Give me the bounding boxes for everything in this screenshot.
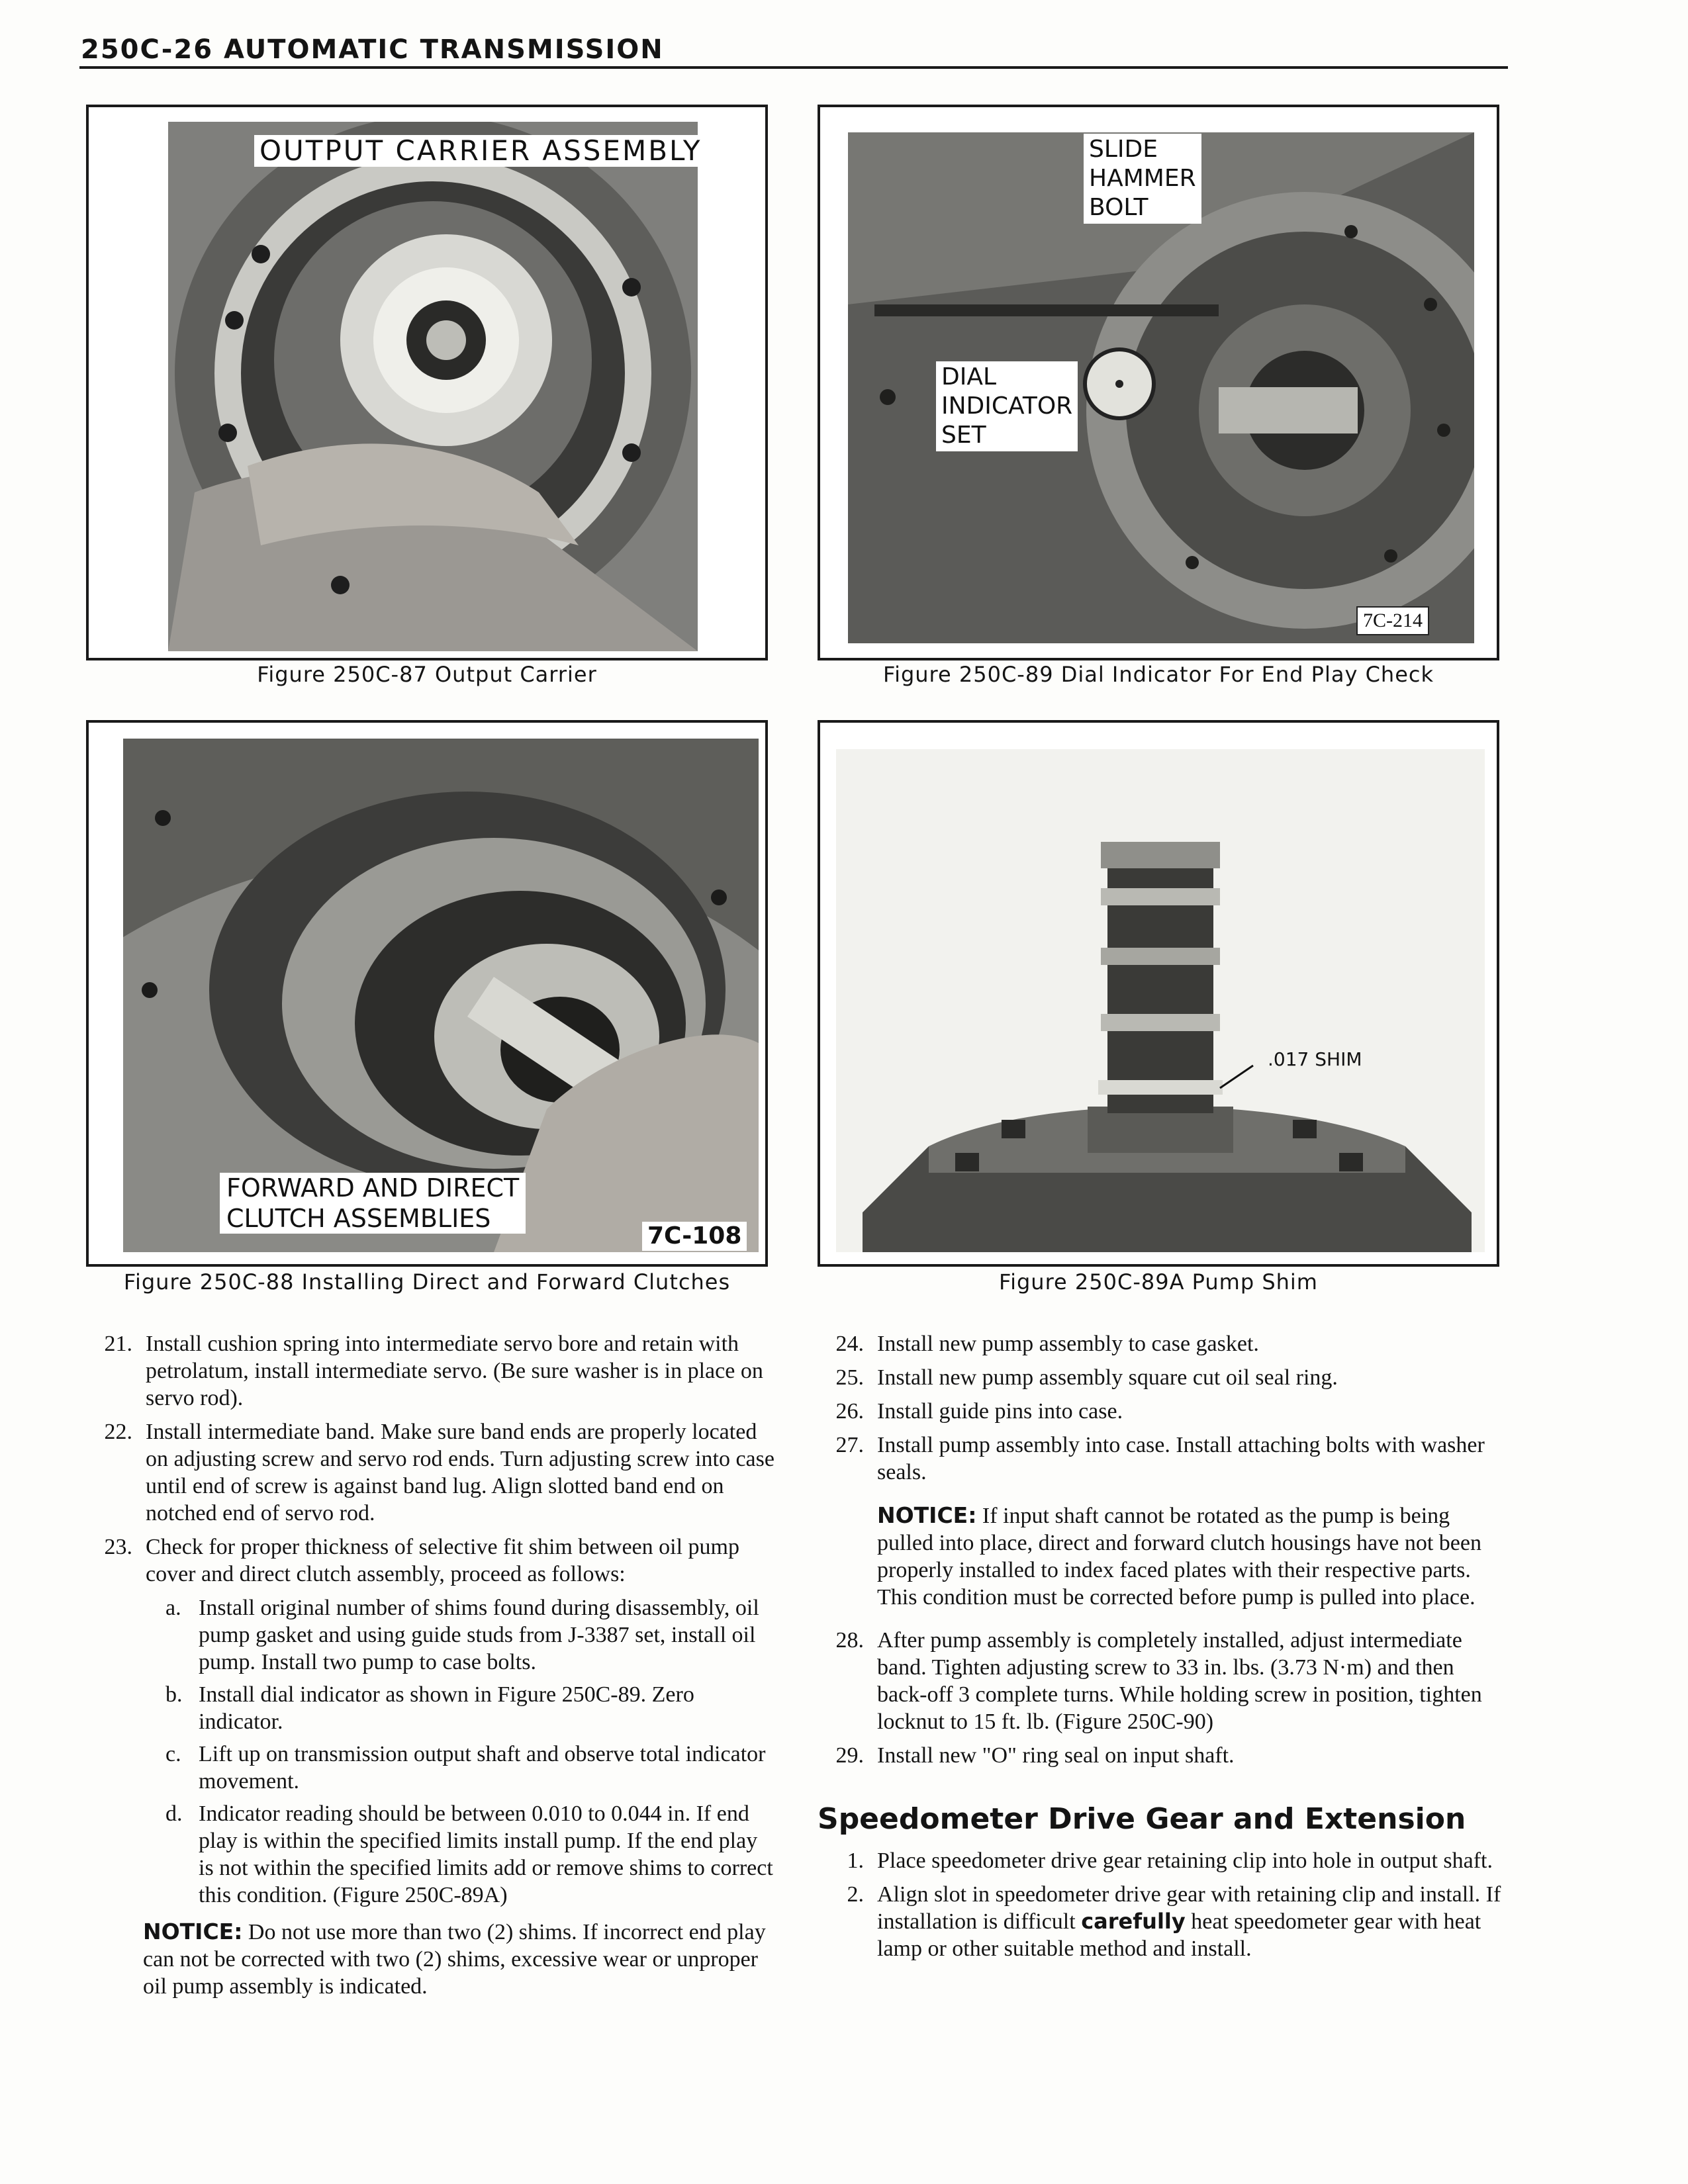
substep-letter: a. xyxy=(165,1596,181,1620)
output-carrier-callout: OUTPUT CARRIER ASSEMBLY xyxy=(254,135,708,167)
step-24 xyxy=(818,1330,1506,1357)
step-text: Install new "O" ring seal on input shaft. xyxy=(877,1743,1235,1768)
step-23 xyxy=(86,1533,774,1588)
substep-d xyxy=(86,1800,774,1909)
page-header xyxy=(79,33,1508,69)
notice-text: If input shaft cannot be rotated as the pump is being pulled into place, direct and forward clutch housings have not been properly installed to index faced plates with their respective parts. This condition must be corrected before pump is pulled into place. xyxy=(877,1504,1481,1610)
step-number: 23. xyxy=(104,1535,132,1559)
step-number: 24. xyxy=(835,1332,864,1356)
substep-text: Lift up on transmission output shaft and observe total indicator movement. xyxy=(199,1742,766,1794)
figure-pump-shim xyxy=(818,720,1499,1267)
step-text: Install guide pins into case. xyxy=(877,1399,1123,1424)
right-column xyxy=(818,1330,1506,1969)
speedo-step-2 xyxy=(818,1881,1506,1962)
figure-output-carrier xyxy=(86,105,768,660)
figure-88-tag: 7C-108 xyxy=(642,1222,747,1251)
step-text: After pump assembly is completely installed, adjust intermediate band. Tighten adjusting screw to 33 in. lbs. (3.73 N·m) and then back-off 3 complete turns. While holding screw in position, tighten locknut to 15 ft. lb. (Figure 250C-90) xyxy=(877,1628,1482,1734)
shim-callout: .017 SHIM xyxy=(1268,1048,1362,1070)
substep-text: Install dial indicator as shown in Figure 250C-89. Zero indicator. xyxy=(199,1682,694,1734)
step-number: 27. xyxy=(835,1433,864,1457)
left-column xyxy=(86,1330,774,2007)
step-22 xyxy=(86,1418,774,1527)
notice-text: Do not use more than two (2) shims. If incorrect end play can not be corrected with two (2) shims, excessive wear or unproper oil pump assembly is indicated. xyxy=(143,1920,766,1999)
figure-88-caption: Figure 250C-88 Installing Direct and Forward Clutches xyxy=(123,1269,731,1295)
step-number: 28. xyxy=(835,1628,864,1653)
step-text: Place speedometer drive gear retaining clip into hole in output shaft. xyxy=(877,1848,1493,1873)
substep-letter: b. xyxy=(165,1682,183,1707)
page-header-title: 250C-26 AUTOMATIC TRANSMISSION xyxy=(81,34,664,65)
figure-89a-caption: Figure 250C-89A Pump Shim xyxy=(999,1269,1318,1295)
step-29 xyxy=(818,1742,1506,1769)
output-carrier-photo xyxy=(168,122,698,651)
step-number: 25. xyxy=(835,1365,864,1390)
slide-hammer-bolt-callout: SLIDE HAMMER BOLT xyxy=(1084,134,1201,224)
notice-label: NOTICE: xyxy=(877,1502,977,1528)
substep-text: Install original number of shims found during disassembly, oil pump gasket and using guide studs from J-3387 set, install oil pump. Install two pump to case bolts. xyxy=(199,1596,759,1674)
step-25 xyxy=(818,1364,1506,1391)
step-text: Check for proper thickness of selective fit shim between oil pump cover and direct clutch assembly, proceed as follows: xyxy=(146,1535,739,1586)
step-27 xyxy=(818,1432,1506,1486)
step-number: 1. xyxy=(847,1848,864,1873)
step-number: 22. xyxy=(104,1420,132,1444)
step-26 xyxy=(818,1398,1506,1425)
step-text-post: heat speedometer gear with heat lamp or other suitable method and install. xyxy=(877,1909,1481,1961)
notice-input-shaft xyxy=(877,1502,1506,1611)
substep-letter: d. xyxy=(165,1801,183,1826)
substep-a xyxy=(86,1594,774,1676)
step-text: Install intermediate band. Make sure band ends are properly located on adjusting screw and servo rod ends. Turn adjusting screw into case until end of screw is against band lug. Align slotted band end on notched end of servo rod. xyxy=(146,1420,774,1525)
dial-indicator-set-callout: DIAL INDICATOR SET xyxy=(936,361,1078,451)
figure-89-caption: Figure 250C-89 Dial Indicator For End Play Check xyxy=(882,662,1434,687)
section-heading: Speedometer Drive Gear and Extension xyxy=(818,1802,1466,1836)
step-number: 21. xyxy=(104,1332,132,1356)
step-text-pre: Align slot in speedometer drive gear with retaining clip and install. If installation is difficult xyxy=(877,1882,1501,1934)
substep-b xyxy=(86,1681,774,1735)
step-text: Install new pump assembly to case gasket. xyxy=(877,1332,1259,1356)
speedo-step-1 xyxy=(818,1847,1506,1874)
step-text-emphasis: carefully xyxy=(1081,1909,1186,1934)
substep-letter: c. xyxy=(165,1742,181,1766)
step-number: 2. xyxy=(847,1882,864,1907)
figure-installing-clutches xyxy=(86,720,768,1267)
step-21 xyxy=(86,1330,774,1412)
output-carrier-illustration xyxy=(168,122,698,651)
step-number: 29. xyxy=(835,1743,864,1768)
step-28 xyxy=(818,1627,1506,1735)
step-number: 26. xyxy=(835,1399,864,1424)
notice-shims xyxy=(143,1918,774,2000)
substep-c xyxy=(86,1741,774,1795)
figure-dial-indicator xyxy=(818,105,1499,660)
pump-shim-photo xyxy=(836,749,1485,1252)
step-text: Install pump assembly into case. Install attaching bolts with washer seals. xyxy=(877,1433,1485,1484)
figure-89-tag: 7C-214 xyxy=(1356,606,1429,635)
step-text: Install new pump assembly square cut oil seal ring. xyxy=(877,1365,1338,1390)
substep-text: Indicator reading should be between 0.010 to 0.044 in. If end play is within the specified limits install pump. If the end play is not within the specified limits add or remove shims to correct this condition. (Figure 250C-89A) xyxy=(199,1801,773,1907)
forward-direct-clutch-callout: FORWARD AND DIRECT CLUTCH ASSEMBLIES xyxy=(220,1173,526,1234)
notice-label: NOTICE: xyxy=(143,1919,243,1944)
pump-shim-illustration xyxy=(836,749,1485,1252)
figure-87-caption: Figure 250C-87 Output Carrier xyxy=(257,662,597,687)
step-text: Install cushion spring into intermediate servo bore and retain with petrolatum, install intermediate servo. (Be sure washer is in place on servo rod). xyxy=(146,1332,763,1410)
